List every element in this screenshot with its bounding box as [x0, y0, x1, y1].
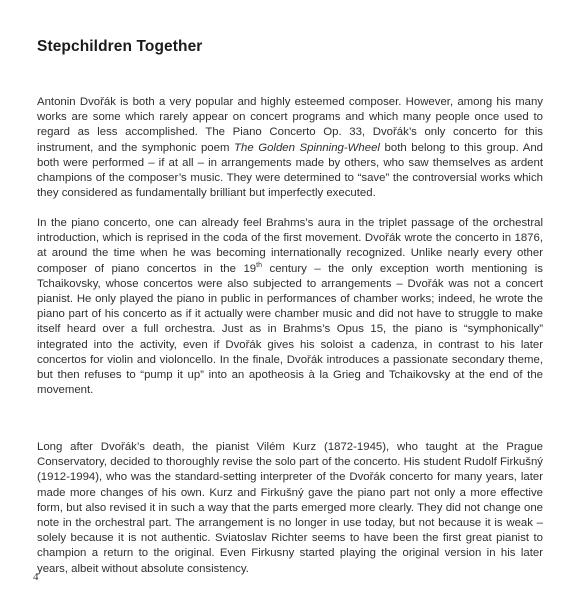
paragraph-2: [37, 216, 543, 398]
work-title-golden-spinning-wheel: The Golden Spinning-Wheel: [234, 141, 380, 154]
page-number: 4: [33, 571, 39, 583]
paragraph-2-text-end: century – the only exception worth mentioning is Tchaikovsky, whose concertos were also subjected to arrangements – Dvořák was not a concert pianist. He only played the piano in public in performances of chamber works; indeed, he wrote the piano part of his concerto as if it actually were chamber music and did not have to struggle to make itself heard over a full orchestra. Just as in Brahms’s Opus 15, the piano is “symphonically” integrated into the activity, even if Dvořák gives his soloist a cadenza, in contrast to his later concertos for violin and violoncello. In the finale, Dvořák introduces a passionate secondary theme, but then refuses to “pump it up” into an apotheosis à la Grieg and Tchaikovsky at the end of the movement.: [37, 262, 543, 397]
page-title: Stepchildren Together: [37, 38, 203, 55]
paragraph-1-text-end: both belong to this group. And both were performed – if at all – in arrangements made by others, who saw themselves as ardent champions of the composer’s music. They were determined to “save” the controversial works which they considered as fundamentally brilliant but imperfectly executed.: [37, 141, 543, 200]
ordinal-superscript: th: [256, 261, 262, 269]
paragraph-3: Long after Dvořák’s death, the pianist Vilém Kurz (1872-1945), who taught at the Prague Conservatory, decided to thoroughly revise the solo part of the concerto. His student Rudolf Firkušný (1912-1994), who was the standard-setting interpreter of the Dvořák concerto for many years, later made more changes of his own. Kurz and Firkušný gave the piano part not only a more effective form, but also revised it in such a way that the parts emerged more clearly. They did not change one note in the orchestral part. The arrangement is no longer in use today, but not because it is weak – solely because it is not authentic. Sviatoslav Richter seems to have been the first great pianist to champion a return to the original. Even Firkusny started playing the original version in his later years, albeit without absolute consistency.: [37, 441, 543, 575]
paragraph-2-text-start: In the piano concerto, one can already feel Brahms’s aura in the triplet passage of the orchestral introduction, which is reprised in the coda of the first movement. Dvořák wrote the concerto in 1876, at around the time when he was becoming internationally recognized. Unlike nearly every other composer of piano concertos in the 19: [37, 217, 543, 275]
paragraph-1-text-start: Antonin Dvořák is both a very popular and highly esteemed composer. However, among his many works are some which rarely appear on concert programs and which many people once used to regard as less accomplished. The Piano Concerto Op. 33, Dvořák’s only concerto for this instrument, and the symphonic poem: [37, 96, 543, 154]
paragraph-1: [37, 95, 543, 201]
